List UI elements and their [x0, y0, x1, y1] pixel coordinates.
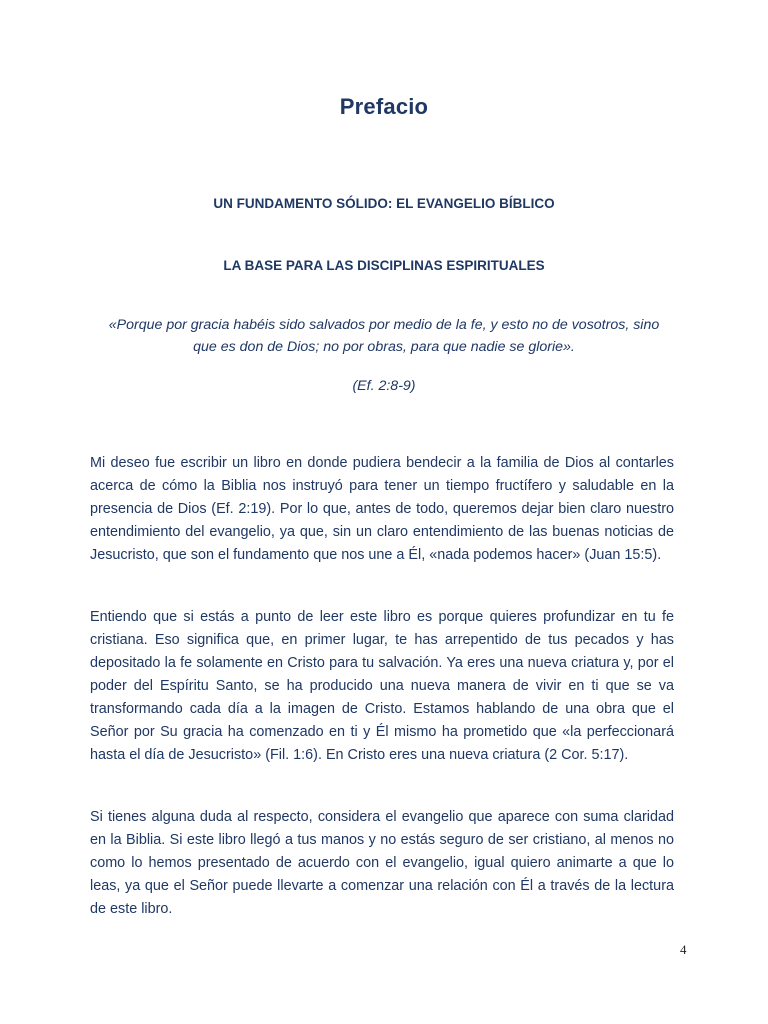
- body-paragraph-2: Entiendo que si estás a punto de leer este libro es porque quieres profundizar en tu fe cristiana. Eso significa que, en primer lugar, te has arrepentido de tus pecados y has depositado la fe solamente en Cristo para tu salvación. Ya eres una nueva criatura y, por el poder del Espíritu Santo, se ha producido una nueva manera de vivir en ti que se va transformando cada día a la imagen de Cristo. Estamos hablando de una obra que el Señor por Su gracia ha comenzado en ti y Él mismo ha prometido que «la perfeccionará hasta el día de Jesucristo» (Fil. 1:6). En Cristo eres una nueva criatura (2 Cor. 5:17).: [90, 609, 674, 763]
- page-number: 4: [680, 942, 687, 957]
- page-title: Prefacio: [339, 94, 429, 119]
- subtitle-foundation: UN FUNDAMENTO SÓLIDO: EL EVANGELIO BÍBLICO: [213, 196, 555, 211]
- body-paragraph-1: Mi deseo fue escribir un libro en donde pudiera bendecir a la familia de Dios al contarles acerca de cómo la Biblia nos instruyó para tener un tiempo fructífero y saludable en la presencia de Dios (Ef. 2:19). Por lo que, antes de todo, queremos dejar bien claro nuestro entendimiento del evangelio, ya que, sin un claro entendimiento de las buenas noticias de Jesucristo, que son el fundamento que nos une a Él, «nada podemos hacer» (Juan 15:5).: [90, 455, 674, 563]
- subtitle-disciplines: LA BASE PARA LAS DISCIPLINAS ESPIRITUALES: [223, 258, 545, 273]
- body-paragraph-3: Si tienes alguna duda al respecto, considera el evangelio que aparece con suma claridad en la Biblia. Si este libro llegó a tus manos y no estás seguro de ser cristiano, al menos no como lo hemos presentado de acuerdo con el evangelio, igual quiero animarte a que lo leas, ya que el Señor puede llevarte a comenzar una relación con Él a través de la lectura de este libro.: [90, 809, 674, 917]
- epigraph-reference: (Ef. 2:8-9): [352, 378, 416, 394]
- epigraph-quote: «Porque por gracia habéis sido salvados por medio de la fe, y esto no de vosotros, sino que es don de Dios; no por obras, para que nadie se glorie».: [108, 317, 660, 355]
